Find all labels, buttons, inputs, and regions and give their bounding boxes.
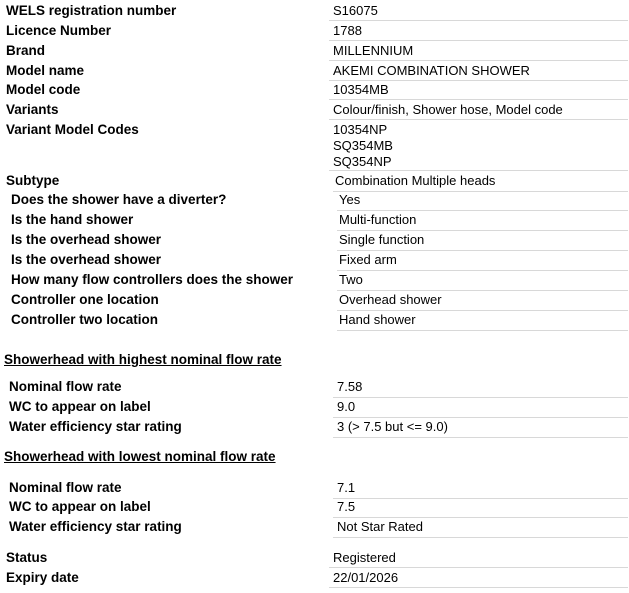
field-value-lowest-star-rating: Not Star Rated — [337, 519, 423, 534]
field-value-diverter: Yes — [339, 192, 361, 207]
field-value-brand: MILLENNIUM — [333, 43, 414, 58]
field-label-hand-shower: Is the hand shower — [11, 212, 134, 227]
field-label-brand: Brand — [6, 43, 46, 58]
field-value-lowest-wc: 7.5 — [337, 499, 356, 514]
field-label-variant-model-codes: Variant Model Codes — [6, 122, 139, 137]
field-label-flow-controllers: How many flow controllers does the shower — [11, 272, 294, 287]
field-value-model-name: AKEMI COMBINATION SHOWER — [333, 63, 530, 78]
variant-code: 10354NP — [333, 122, 388, 137]
field-value-overhead-shower-mount: Fixed arm — [339, 252, 397, 267]
field-label-highest-wc: WC to appear on label — [9, 399, 151, 414]
row-divider — [329, 20, 628, 21]
field-value-expiry-date: 22/01/2026 — [333, 570, 399, 585]
row-divider — [333, 517, 628, 518]
field-value-hand-shower: Multi-function — [339, 212, 417, 227]
field-label-expiry-date: Expiry date — [6, 570, 79, 585]
field-label-lowest-flow-rate: Nominal flow rate — [9, 480, 122, 495]
field-label-overhead-shower-function: Is the overhead shower — [11, 232, 162, 247]
field-value-controller-two: Hand shower — [339, 312, 416, 327]
field-label-controller-two: Controller two location — [11, 312, 158, 327]
row-divider — [337, 330, 628, 331]
field-label-diverter: Does the shower have a diverter? — [11, 192, 227, 207]
field-value-highest-wc: 9.0 — [337, 399, 356, 414]
field-label-variants: Variants — [6, 102, 59, 117]
field-label-licence-number: Licence Number — [6, 23, 112, 38]
field-value-wels-registration: S16075 — [333, 3, 378, 18]
field-value-licence-number: 1788 — [333, 23, 362, 38]
field-value-subtype: Combination Multiple heads — [335, 173, 496, 188]
row-divider — [337, 270, 628, 271]
field-label-wels-registration: WELS registration number — [6, 3, 177, 18]
row-divider — [337, 290, 628, 291]
field-value-variants: Colour/finish, Shower hose, Model code — [333, 102, 563, 117]
field-label-lowest-wc: WC to appear on label — [9, 499, 151, 514]
row-divider — [333, 417, 628, 418]
section-heading-lowest-flow: Showerhead with lowest nominal flow rate — [4, 449, 276, 464]
field-label-controller-one: Controller one location — [11, 292, 159, 307]
row-divider — [333, 397, 628, 398]
field-value-overhead-shower-function: Single function — [339, 232, 425, 247]
row-divider — [329, 40, 628, 41]
field-value-controller-one: Overhead shower — [339, 292, 442, 307]
field-label-model-name: Model name — [6, 63, 85, 78]
row-divider — [329, 170, 628, 171]
row-divider — [333, 437, 628, 438]
variant-code: SQ354MB — [333, 138, 393, 153]
field-value-flow-controllers: Two — [339, 272, 363, 287]
row-divider — [333, 498, 628, 499]
field-label-subtype: Subtype — [6, 173, 60, 188]
field-value-highest-flow-rate: 7.58 — [337, 379, 363, 394]
field-label-model-code: Model code — [6, 82, 81, 97]
field-value-lowest-flow-rate: 7.1 — [337, 480, 356, 495]
row-divider — [329, 99, 628, 100]
row-divider — [329, 567, 628, 568]
variant-code: SQ354NP — [333, 154, 392, 169]
row-divider — [337, 230, 628, 231]
section-heading-highest-flow: Showerhead with highest nominal flow rate — [4, 352, 282, 367]
row-divider — [329, 60, 628, 61]
row-divider — [337, 250, 628, 251]
field-label-status: Status — [6, 550, 48, 565]
field-value-variant-model-codes — [333, 122, 393, 170]
row-divider — [333, 191, 628, 192]
row-divider — [329, 80, 628, 81]
row-divider — [329, 587, 628, 588]
row-divider — [329, 119, 628, 120]
row-divider — [337, 210, 628, 211]
row-divider — [337, 310, 628, 311]
field-value-model-code: 10354MB — [333, 82, 389, 97]
field-label-overhead-shower-mount: Is the overhead shower — [11, 252, 162, 267]
row-divider — [333, 537, 628, 538]
field-label-highest-star-rating: Water efficiency star rating — [9, 419, 182, 434]
field-value-highest-star-rating: 3 (> 7.5 but <= 9.0) — [337, 419, 448, 434]
field-value-status: Registered — [333, 550, 396, 565]
field-label-highest-flow-rate: Nominal flow rate — [9, 379, 122, 394]
field-label-lowest-star-rating: Water efficiency star rating — [9, 519, 182, 534]
